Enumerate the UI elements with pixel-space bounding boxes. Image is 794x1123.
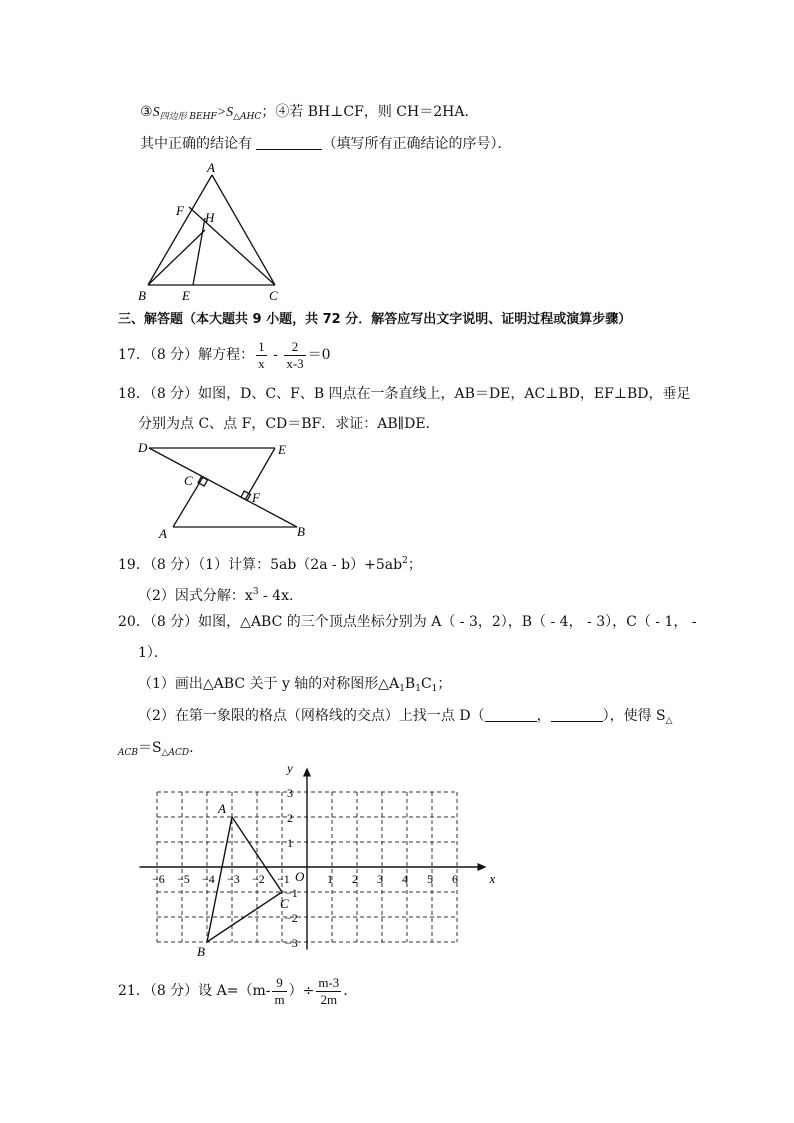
q20-part2-cont (118, 738, 194, 763)
comma: ， (536, 708, 551, 724)
q17 (118, 338, 331, 372)
q20-part1 (138, 674, 451, 699)
x-tick-label: 4 (402, 872, 408, 886)
sub-acb: ACB (118, 748, 138, 758)
coordinate-grid (135, 765, 495, 965)
q19-calc: 19．（8 分）（1）计算：5ab（2a - b）+5ab (118, 557, 403, 573)
frac2-num: 2 (284, 339, 305, 356)
sub1b: 1 (415, 684, 421, 694)
parallel-figure (135, 438, 315, 542)
q19-factor: （2）因式分解：x (138, 588, 253, 604)
q20-p2-b: ），使得 S (602, 708, 666, 724)
triangle-abc (207, 817, 282, 942)
q20-p1-text: （1）画出△ABC 关于 y 轴的对称图形△A (138, 676, 400, 692)
q17-frac1 (256, 339, 267, 372)
q20-p1-b: B (404, 676, 416, 692)
q20-p1-c: C (420, 676, 432, 692)
point-label-A: A (218, 801, 226, 816)
q19-sup: 2 (402, 556, 408, 566)
label-E: E (182, 288, 190, 303)
label-F: F (176, 203, 184, 218)
x-tick-label: −4 (202, 872, 215, 886)
separator: ； (261, 104, 276, 120)
x-tick-label: −1 (277, 872, 290, 886)
q19-end: ； (407, 557, 422, 573)
x-tick-label: −5 (177, 872, 190, 886)
blank-x (485, 721, 537, 722)
label-F2: F (252, 490, 260, 505)
y-tick-label: −2 (285, 911, 298, 925)
q21-frac2 (316, 975, 341, 1008)
label-D: D (138, 440, 148, 455)
label-E2: E (278, 442, 286, 457)
q21-frac2-den: 2m (320, 991, 338, 1007)
q19-part1 (118, 551, 422, 575)
x-tick-label: −2 (252, 872, 265, 886)
conclusion-note: （填写所有正确结论的序号）． (322, 136, 512, 152)
minus: - (268, 347, 283, 363)
q19-factor-end: - 4x． (258, 588, 303, 604)
y-axis-label: y (287, 765, 293, 776)
circle-4: ④ (275, 104, 290, 120)
q21-end: . (343, 983, 348, 999)
triangle-figure (135, 160, 295, 305)
q18-line2: 分别为点 C、点 F，CD＝BF．求证：AB∥DE． (138, 416, 440, 432)
s-letter: S (152, 105, 160, 120)
q21-frac1 (272, 975, 286, 1008)
q20-line2: 1）． (138, 645, 168, 661)
label-A: A (207, 160, 215, 175)
sub1a: 1 (399, 684, 405, 694)
q17-frac2 (284, 339, 305, 372)
x-tick-label: 2 (352, 872, 358, 886)
x-axis-arrow (478, 863, 487, 871)
x-tick-label: 5 (427, 872, 433, 886)
sub1c: 1 (431, 684, 438, 694)
frac1-num: 1 (258, 338, 265, 354)
x-tick-label: −3 (227, 872, 240, 886)
label-B2: B (297, 524, 305, 539)
s-sub-tri: △AHC (233, 112, 262, 122)
q20-p1-end: ； (437, 676, 452, 692)
q21-div: ）÷ (288, 983, 315, 999)
q21-frac1-den: m (274, 991, 285, 1007)
gt-s: >S (216, 105, 234, 120)
sub-acd: △ACD (161, 748, 190, 758)
circle-3: ③ (140, 104, 153, 120)
point-label-B: B (197, 944, 205, 959)
y-tick-label: 2 (287, 811, 293, 825)
answer-blank (256, 149, 322, 150)
frac1-den: x (258, 355, 265, 371)
x-tick-label: 3 (377, 872, 383, 886)
x-tick-label: −6 (152, 872, 165, 886)
q19-sup2: 3 (252, 587, 259, 597)
q20-p2-text: （2）在第一象限的格点（网格线的交点）上找一点 D（ (138, 708, 485, 724)
q21 (118, 974, 348, 1008)
blank-y (551, 721, 603, 722)
q18-line1: 18．（8 分）如图，D、C、F、B 四点在一条直线上，AB＝DE，AC⊥BD，EF⊥BD，垂足 (118, 386, 691, 402)
period: . (189, 740, 194, 756)
s-sub-quad: 四边形 BEHF (159, 112, 217, 122)
x-tick-label: 1 (327, 872, 333, 886)
label-C2: C (184, 473, 193, 488)
y-tick-label: −3 (285, 936, 298, 950)
q19-part2 (138, 582, 303, 606)
origin-label: O (295, 869, 305, 884)
q21-frac2-num: m-3 (318, 974, 340, 990)
label-A2: A (159, 526, 167, 541)
label-H: H (205, 210, 215, 225)
y-tick-label: −1 (285, 886, 298, 900)
point-label-C: C (280, 896, 289, 911)
y-tick-label: 3 (287, 786, 293, 800)
eq-s: ＝S (138, 740, 162, 756)
x-axis-label: x (489, 871, 495, 886)
tri-sub: △ (665, 716, 673, 726)
conclusion-text: 其中正确的结论有 (140, 136, 257, 152)
q20-line1: 20．（8 分）如图，△ABC 的三个顶点坐标分别为 A（ - 3，2），B（ - 4， - 3），C（ - 1， - (118, 614, 697, 630)
q17-tail: ＝0 (307, 347, 331, 363)
statement-3-4 (140, 102, 478, 127)
frac2-den: x-3 (286, 355, 304, 371)
y-axis-arrow (303, 768, 311, 777)
condition-4: 若 BH⊥CF，则 CH＝2HA． (289, 104, 479, 120)
q21-prefix: 21．（8 分）设 A=（m- (118, 983, 271, 999)
label-B: B (138, 288, 146, 303)
q17-prefix: 17．（8 分）解方程： (118, 347, 255, 363)
section-3-heading: 三、解答题（本大题共 9 小题，共 72 分．解答应写出文字说明、证明过程或演算步骤） (118, 312, 632, 327)
conclusion-line (140, 134, 511, 154)
q20-part2 (138, 706, 673, 731)
label-C: C (269, 288, 278, 303)
q21-frac1-num: 9 (272, 975, 286, 992)
y-tick-label: 1 (287, 836, 293, 850)
x-tick-label: 6 (452, 872, 458, 886)
